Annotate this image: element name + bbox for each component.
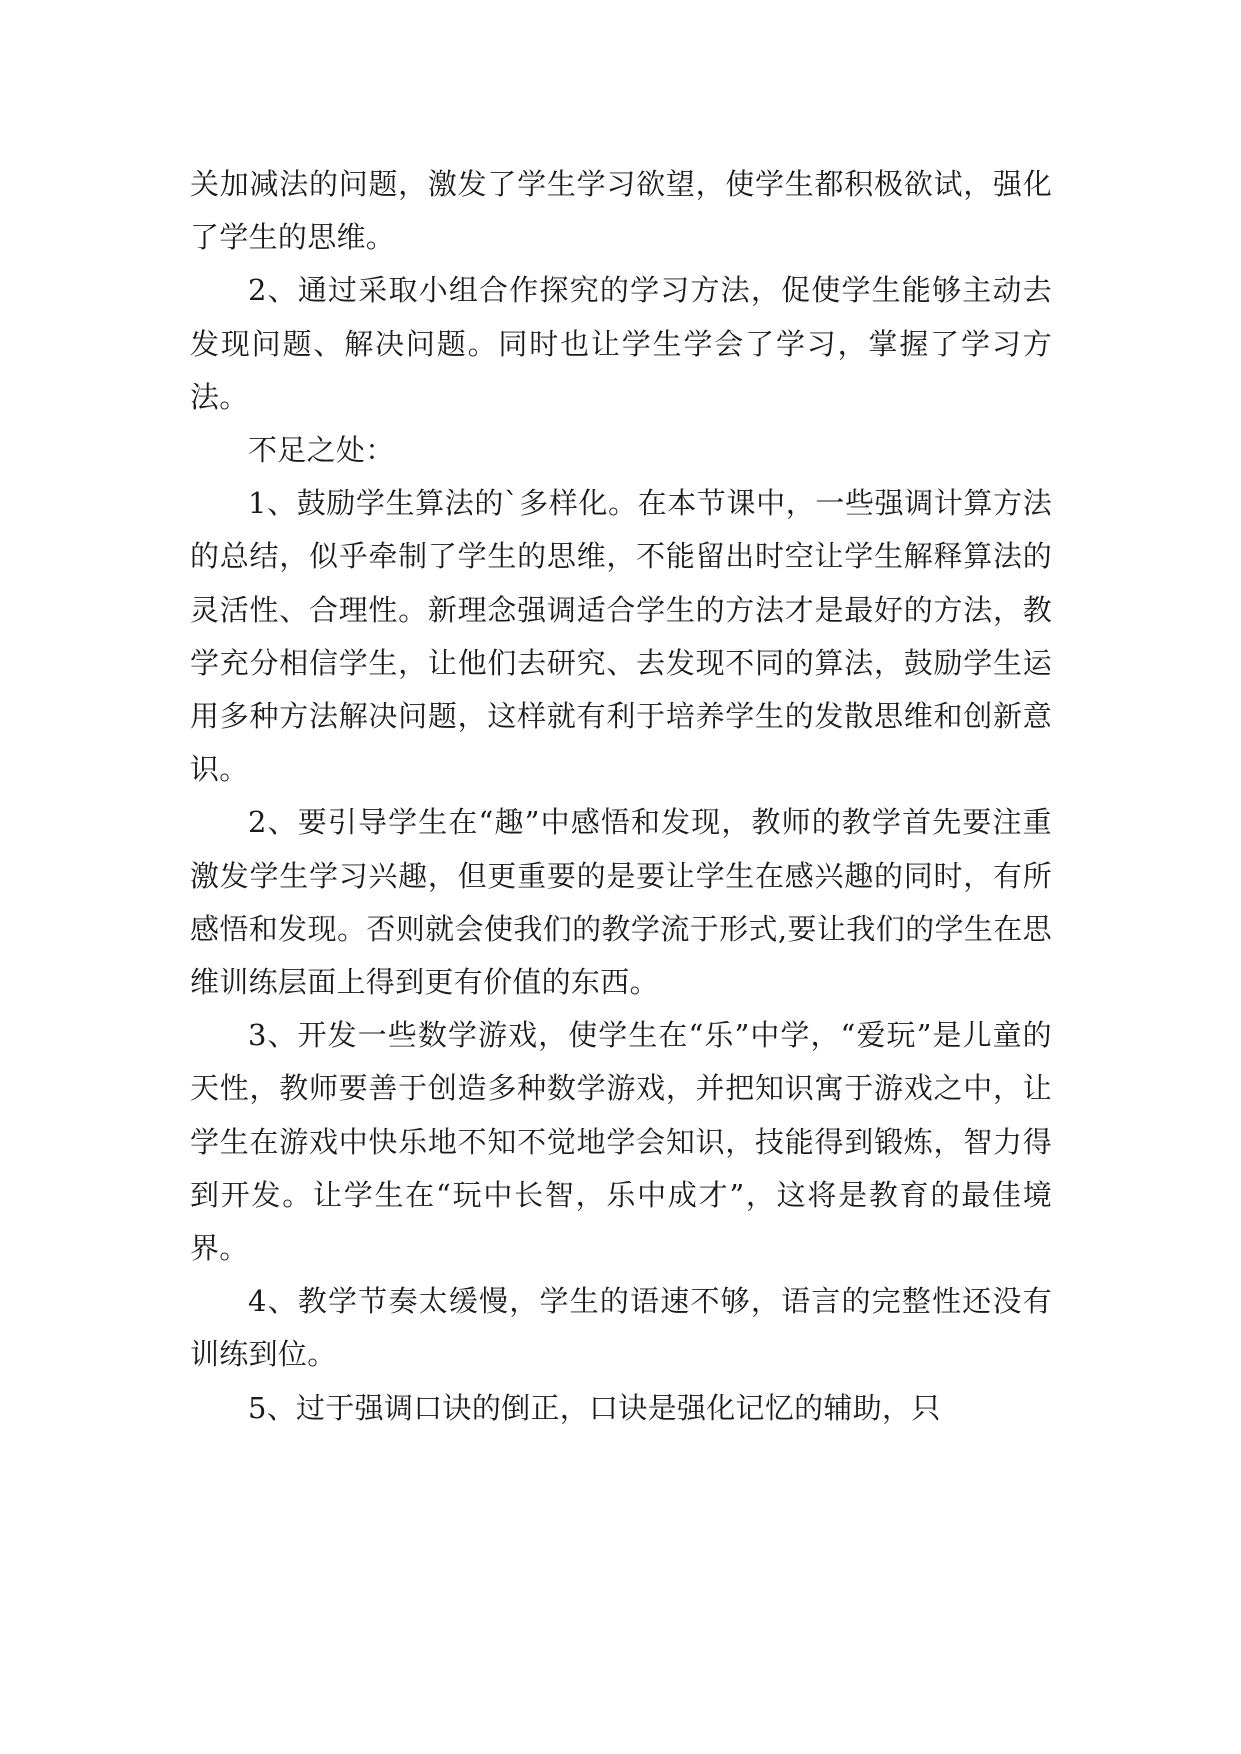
document-body	[190, 158, 1052, 1435]
paragraph: 3、开发一些数学游戏，使学生在“乐”中学，“爱玩”是儿童的天性，教师要善于创造多种数学游戏，并把知识寓于游戏之中，让学生在游戏中快乐地不知不觉地学会知识，技能得到锻炼，智力得到开发。让学生在“玩中长智，乐中成才”，这将是教育的最佳境界。	[190, 1018, 1052, 1266]
paragraph: 关加减法的问题，激发了学生学习欲望，使学生都积极欲试，强化了学生的思维。	[190, 167, 1052, 255]
paragraph: 1、鼓励学生算法的`多样化。在本节课中，一些强调计算方法的总结，似乎牵制了学生的思维，不能留出时空让学生解释算法的灵活性、合理性。新理念强调适合学生的方法才是最好的方法，教学充分相信学生，让他们去研究、去发现不同的算法，鼓励学生运用多种方法解决问题，这样就有利于培养学生的发散思维和创新意识。	[190, 486, 1052, 787]
paragraph: 2、要引导学生在“趣”中感悟和发现，教师的教学首先要注重激发学生学习兴趣，但更重要的是要让学生在感兴趣的同时，有所感悟和发现。否则就会使我们的教学流于形式,要让我们的学生在思维训练层面上得到更有价值的东西。	[190, 805, 1052, 1000]
paragraph: 2、通过采取小组合作探究的学习方法，促使学生能够主动去发现问题、解决问题。同时也让学生学会了学习，掌握了学习方法。	[190, 273, 1052, 414]
paragraph: 4、教学节奏太缓慢，学生的语速不够，语言的完整性还没有训练到位。	[190, 1284, 1052, 1372]
section-heading: 不足之处：	[248, 433, 395, 468]
paragraph: 5、过于强调口诀的倒正，口诀是强化记忆的辅助，只	[248, 1390, 941, 1425]
